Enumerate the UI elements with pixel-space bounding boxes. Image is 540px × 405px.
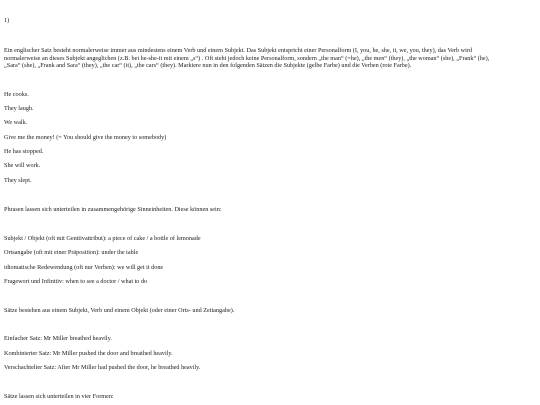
sentence-6: She will work. [4, 162, 41, 169]
sentence-5: He has stopped. [4, 148, 44, 155]
sentence-4: Give me the money! (= You should give the money to somebody) [4, 134, 167, 141]
phrase-type-1: Subjekt / Objekt (oft mit Genitivattribut): a piece of cake / a bottle of lemonade [4, 235, 201, 242]
intro-line-3: „Sara“ (she), „Frank and Sara“ (they), „the car“ (it), „the cars“ (they). Markiere nun in den folgenden Sätzen die Subjekte (gelbe Farbe) und die Verben (rote Farbe). [4, 62, 412, 69]
sentence-2: They laugh. [4, 105, 34, 112]
intro-line-2: normalerweise an dieses Subjekt angeglichen (z.B. bei he-she-it mit einem „s“) . Oft steht jedoch keine Personalform, sondern „the man“ (=he), „the men“ (they), „the woman“ (she), „Frank“ (he), [4, 54, 490, 62]
sentence-kind-simple: Einfacher Satz: Mr Miller breathed heavily. [4, 335, 112, 342]
section-number: 1) [4, 17, 10, 24]
phrases-intro: Phrasen lassen sich unterteilen in zusammengehörige Sinneinheiten. Diese können sein: [4, 206, 222, 213]
intro-line-1: Ein englischer Satz besteht normalerweise immer aus mindestens einem Verb und einem Subjekt. Das Subjekt entspricht einer Personalform (I, you, he, she, it, we, you, they), das Verb wird [4, 47, 473, 54]
phrase-type-2: Ortsangabe (oft mit einer Präposition): under the table [4, 249, 139, 256]
forms-intro: Sätze lassen sich unterteilen in vier Formen: [4, 393, 114, 400]
sentence-3: We walk. [4, 119, 28, 126]
sentence-kind-combined: Kombinierter Satz: Mr Miller pushed the door and breathed heavily. [4, 350, 173, 357]
sentence-kind-nested: Verschachtelter Satz: After Mr Miller had pushed the door, he breathed heavily. [4, 364, 201, 371]
phrase-type-3: idiomatische Redewendung (oft nur Verben): we will get it done [4, 264, 164, 271]
sentence-7: They slept. [4, 177, 32, 184]
phrase-type-4: Fragewort und Infinitiv: when to see a doctor / what to do [4, 278, 148, 285]
sentence-structure: Sätze bestehen aus einem Subjekt, Verb und einem Objekt (oder einer Orts- und Zeitangabe). [4, 307, 235, 314]
sentence-1: He cooks. [4, 91, 29, 98]
